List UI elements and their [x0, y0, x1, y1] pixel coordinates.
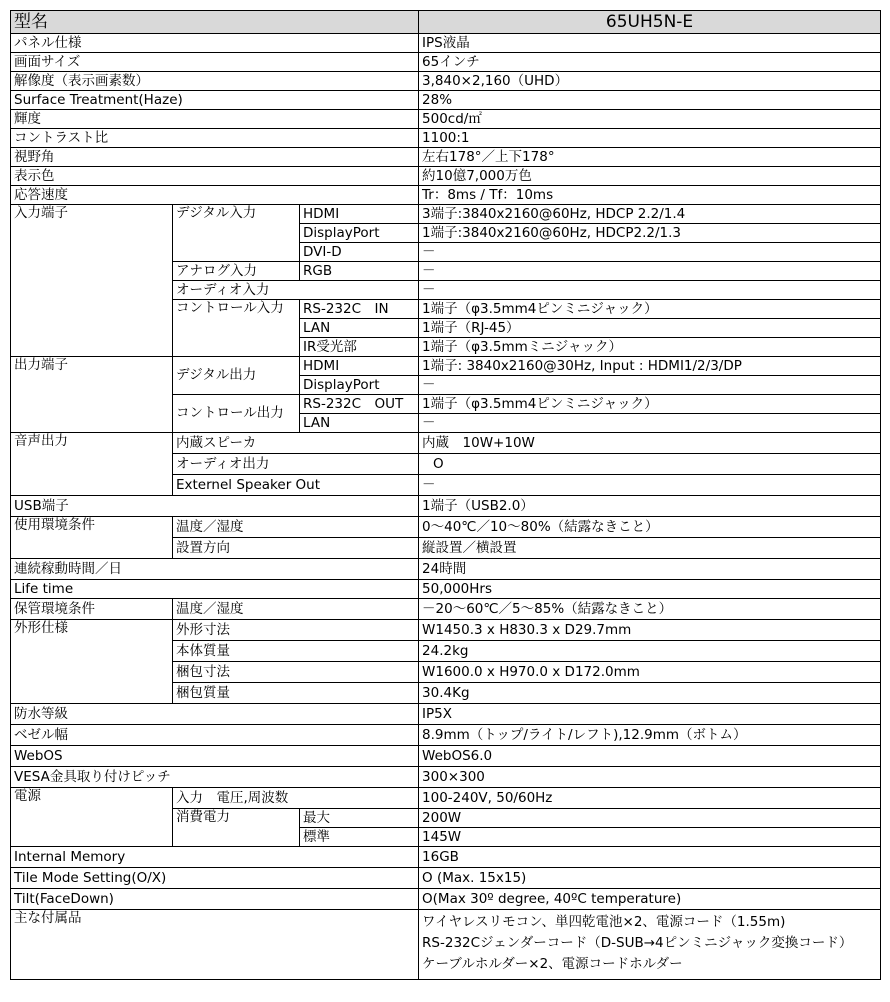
- row-value: －: [419, 414, 881, 433]
- row-value: 100-240V, 50/60Hz: [419, 788, 881, 809]
- spec-row-memory: [11, 847, 881, 868]
- sub-label: 本体質量: [173, 641, 419, 662]
- spec-row-response: [11, 186, 881, 205]
- row-value: Tr：8ms / Tf：10ms: [419, 186, 881, 205]
- row-label: ベゼル幅: [11, 725, 419, 746]
- row-value: 1端子（φ3.5mmミニジャック）: [419, 338, 881, 357]
- row-value: －: [419, 243, 881, 262]
- row-value: 24時間: [419, 559, 881, 580]
- spec-row-audio-speaker: [11, 433, 881, 454]
- sub-label: 外形寸法: [173, 620, 419, 641]
- row-value: 30.4Kg: [419, 683, 881, 704]
- row-value: 1端子（RJ-45）: [419, 319, 881, 338]
- row-value: 3端子:3840x2160@60Hz, HDCP 2.2/1.4: [419, 205, 881, 224]
- sub-label: 温度／湿度: [173, 517, 419, 538]
- row-value: 1端子（USB2.0）: [419, 496, 881, 517]
- spec-row-tile-mode: [11, 868, 881, 889]
- sub-label: 設置方向: [173, 538, 419, 559]
- row-value: 1端子（φ3.5mm4ピンミニジャック）: [419, 395, 881, 414]
- spec-row-viewing-angle: [11, 148, 881, 167]
- sub-label: 梱包質量: [173, 683, 419, 704]
- sub-label: デジタル入力: [173, 205, 300, 262]
- row-value: O(Max 30º degree, 40ºC temperature): [419, 889, 881, 910]
- sub-label: 温度／湿度: [173, 599, 419, 620]
- spec-row-output-hdmi: [11, 357, 881, 376]
- spec-row-contrast: [11, 129, 881, 148]
- accessory-line: ワイヤレスリモコン、単四乾電池×2、電源コード（1.55m): [422, 914, 786, 930]
- row-label: 音声出力: [11, 433, 173, 496]
- spec-row-accessories: [11, 910, 881, 980]
- port-label: HDMI: [300, 205, 419, 224]
- spec-row-bezel: [11, 725, 881, 746]
- port-label: 標準: [300, 828, 419, 847]
- accessories-list: [419, 910, 881, 980]
- row-label: 電源: [11, 788, 173, 847]
- row-value: 300×300: [419, 767, 881, 788]
- row-label: 出力端子: [11, 357, 173, 433]
- spec-row-env-temp: [11, 517, 881, 538]
- row-value: 約10億7,000万色: [419, 167, 881, 186]
- sub-label: アナログ入力: [173, 262, 300, 281]
- row-label: VESA金具取り付けピッチ: [11, 767, 419, 788]
- row-value: 左右178°／上下178°: [419, 148, 881, 167]
- row-label: 防水等級: [11, 704, 419, 725]
- row-value: WebOS6.0: [419, 746, 881, 767]
- row-value: －: [419, 281, 881, 300]
- row-value: IP5X: [419, 704, 881, 725]
- row-value: 28%: [419, 91, 881, 110]
- row-label: Tilt(FaceDown): [11, 889, 419, 910]
- port-label: IR受光部: [300, 338, 419, 357]
- row-label: Life time: [11, 580, 419, 599]
- row-value: IPS液晶: [419, 34, 881, 53]
- row-label: コントラスト比: [11, 129, 419, 148]
- row-value: 16GB: [419, 847, 881, 868]
- row-value: －: [419, 376, 881, 395]
- row-value: 3,840×2,160（UHD）: [419, 72, 881, 91]
- port-label: LAN: [300, 319, 419, 338]
- row-value: －: [419, 475, 881, 496]
- spec-row-brightness: [11, 110, 881, 129]
- sub-label: コントロール入力: [173, 300, 300, 357]
- spec-row-panel: [11, 34, 881, 53]
- spec-row-vesa: [11, 767, 881, 788]
- row-value: 50,000Hrs: [419, 580, 881, 599]
- sub-label: オーディオ入力: [173, 281, 419, 300]
- spec-row-waterproof: [11, 704, 881, 725]
- row-label: 主な付属品: [11, 910, 419, 980]
- row-value: 1端子（φ3.5mm4ピンミニジャック）: [419, 300, 881, 319]
- port-label: RS-232C IN: [300, 300, 419, 319]
- sub-label: デジタル出力: [173, 357, 300, 395]
- port-label: 最大: [300, 809, 419, 828]
- port-label: DisplayPort: [300, 376, 419, 395]
- port-label: DisplayPort: [300, 224, 419, 243]
- spec-row-power-input: [11, 788, 881, 809]
- sub-label: 入力 電圧,周波数: [173, 788, 419, 809]
- row-label: 視野角: [11, 148, 419, 167]
- row-label: 応答速度: [11, 186, 419, 205]
- row-label: 保管環境条件: [11, 599, 173, 620]
- row-label: USB端子: [11, 496, 419, 517]
- spec-row-screen: [11, 53, 881, 72]
- row-value: 縦設置／横設置: [419, 538, 881, 559]
- row-value: 1端子:3840x2160@60Hz, HDCP2.2/1.3: [419, 224, 881, 243]
- row-value: －: [419, 262, 881, 281]
- row-label: Tile Mode Setting(O/X): [11, 868, 419, 889]
- row-label: Internal Memory: [11, 847, 419, 868]
- port-label: LAN: [300, 414, 419, 433]
- row-value: 200W: [419, 809, 881, 828]
- spec-row-storage: [11, 599, 881, 620]
- spec-row-webos: [11, 746, 881, 767]
- row-value: O (Max. 15x15): [419, 868, 881, 889]
- spec-row-input-hdmi: [11, 205, 881, 224]
- row-label: 表示色: [11, 167, 419, 186]
- row-value: 500cd/㎡: [419, 110, 881, 129]
- row-value: 65インチ: [419, 53, 881, 72]
- row-value: －20～60℃／5～85%（結露なきこと）: [419, 599, 881, 620]
- port-label: DVI-D: [300, 243, 419, 262]
- port-label: HDMI: [300, 357, 419, 376]
- spec-row-colors: [11, 167, 881, 186]
- row-label: 画面サイズ: [11, 53, 419, 72]
- spec-table: [10, 10, 881, 980]
- header-row: [11, 11, 881, 34]
- row-value: 24.2kg: [419, 641, 881, 662]
- spec-row-continuous: [11, 559, 881, 580]
- row-label: WebOS: [11, 746, 419, 767]
- row-label: 使用環境条件: [11, 517, 173, 559]
- sub-label: コントロール出力: [173, 395, 300, 433]
- row-value: O: [419, 454, 881, 475]
- sub-label: オーディオ出力: [173, 454, 419, 475]
- spec-row-exterior-dim: [11, 620, 881, 641]
- row-label: 連続稼動時間／日: [11, 559, 419, 580]
- model-name: 65UH5N-E: [419, 11, 881, 34]
- row-value: 0～40℃／10～80%（結露なきこと）: [419, 517, 881, 538]
- spec-row-lifetime: [11, 580, 881, 599]
- sub-label: Externel Speaker Out: [173, 475, 419, 496]
- spec-row-usb: [11, 496, 881, 517]
- spec-row-resolution: [11, 72, 881, 91]
- row-label: 解像度（表示画素数）: [11, 72, 419, 91]
- accessory-line: RS-232Cジェンダーコード（D-SUB→4ピンミニジャック変換コード）: [422, 935, 853, 951]
- accessory-line: ケーブルホルダー×2、電源コードホルダー: [422, 956, 683, 972]
- row-value: 8.9mm（トップ/ライト/レフト),12.9mm（ボトム）: [419, 725, 881, 746]
- row-value: W1450.3 x H830.3 x D29.7mm: [419, 620, 881, 641]
- row-label: パネル仕様: [11, 34, 419, 53]
- spec-row-surface: [11, 91, 881, 110]
- port-label: RGB: [300, 262, 419, 281]
- row-value: 1100:1: [419, 129, 881, 148]
- row-value: 145W: [419, 828, 881, 847]
- spec-row-tilt: [11, 889, 881, 910]
- row-label: 輝度: [11, 110, 419, 129]
- port-label: RS-232C OUT: [300, 395, 419, 414]
- header-label: 型名: [11, 11, 419, 34]
- row-label: 外形仕様: [11, 620, 173, 704]
- row-label: 入力端子: [11, 205, 173, 357]
- row-value: W1600.0 x H970.0 x D172.0mm: [419, 662, 881, 683]
- row-label: Surface Treatment(Haze): [11, 91, 419, 110]
- sub-label: 消費電力: [173, 809, 300, 847]
- sub-label: 梱包寸法: [173, 662, 419, 683]
- row-value: 1端子: 3840x2160@30Hz, Input : HDMI1/2/3/DP: [419, 357, 881, 376]
- row-value: 内蔵 10W+10W: [419, 433, 881, 454]
- sub-label: 内蔵スピーカ: [173, 433, 419, 454]
